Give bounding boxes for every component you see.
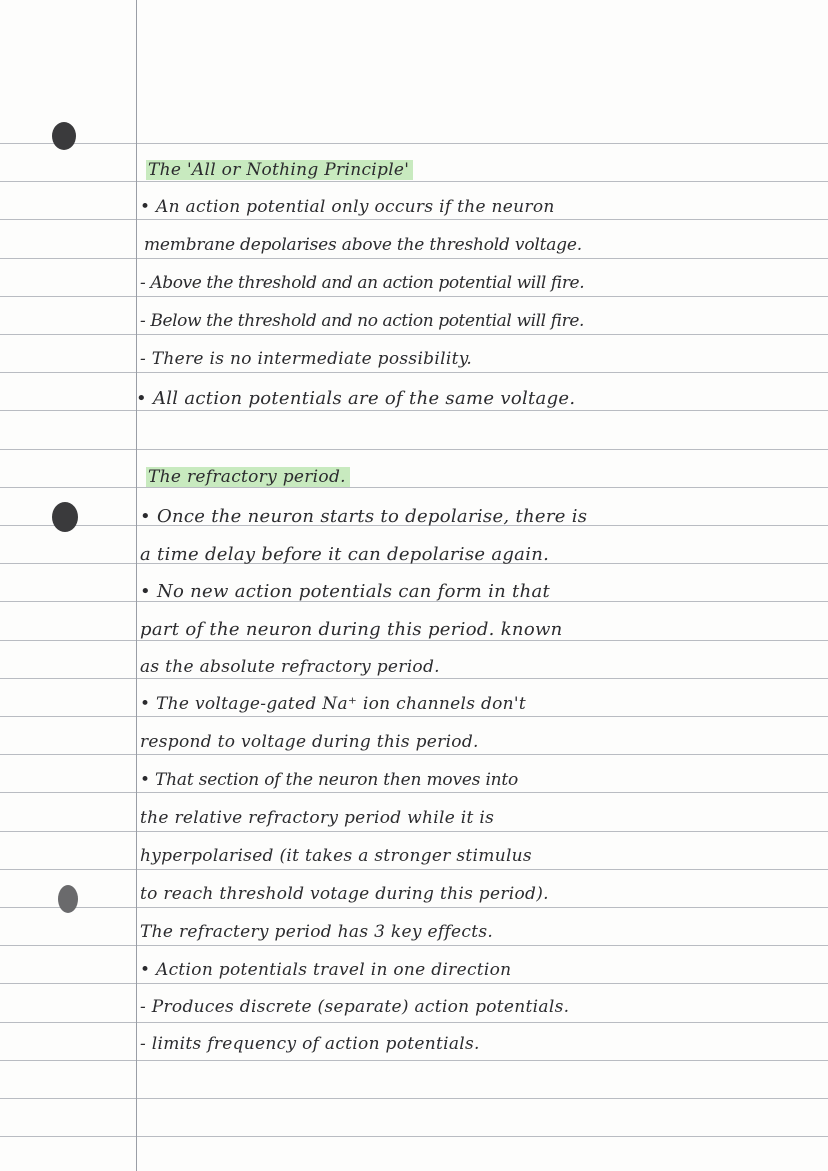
ruled-line (0, 372, 828, 373)
ruled-line (0, 219, 828, 220)
ruled-line (0, 1022, 828, 1023)
note-line: • That section of the neuron then moves into (140, 770, 519, 790)
note-line: hyperpolarised (it takes a stronger stimulus (140, 846, 532, 866)
binder-hole-bottom (58, 885, 78, 913)
ruled-line (0, 792, 828, 793)
heading-highlight: The refractory period. (146, 467, 350, 487)
ruled-line (0, 181, 828, 182)
note-line: as the absolute refractory period. (140, 657, 440, 677)
note-line: respond to voltage during this period. (140, 732, 479, 752)
ruled-line (0, 869, 828, 870)
note-line: • Once the neuron starts to depolarise, there is (140, 506, 588, 527)
ruled-line (0, 678, 828, 679)
ruled-line (0, 907, 828, 908)
note-line: • All action potentials are of the same voltage. (136, 388, 576, 409)
ruled-line (0, 983, 828, 984)
ruled-line (0, 1060, 828, 1061)
note-line: • An action potential only occurs if the neuron (140, 197, 555, 217)
margin-line (136, 0, 137, 1171)
note-line: - limits frequency of action potentials. (140, 1034, 480, 1054)
note-line: - Below the threshold and no action potential will fire. (140, 311, 585, 331)
ruled-line (0, 754, 828, 755)
note-line: • Action potentials travel in one direction (140, 960, 512, 980)
ruled-line (0, 143, 828, 144)
note-line: part of the neuron during this period. known (140, 619, 563, 640)
ruled-line (0, 296, 828, 297)
note-line: The refractery period has 3 key effects. (140, 922, 494, 942)
ruled-line (0, 410, 828, 411)
note-line: to reach threshold votage during this period). (140, 884, 549, 904)
note-line: - Produces discrete (separate) action potentials. (140, 997, 570, 1017)
ruled-line (0, 945, 828, 946)
ruled-line (0, 258, 828, 259)
note-line: • No new action potentials can form in that (140, 581, 551, 602)
binder-hole-middle (52, 502, 78, 532)
note-line: membrane depolarises above the threshold voltage. (144, 235, 582, 255)
binder-hole-top (52, 122, 76, 150)
note-line: - Above the threshold and an action potential will fire. (140, 273, 585, 293)
ruled-line (0, 716, 828, 717)
ruled-line (0, 449, 828, 450)
ruled-line (0, 640, 828, 641)
note-line: - There is no intermediate possibility. (140, 349, 473, 369)
ruled-line (0, 1136, 828, 1137)
ruled-line (0, 1098, 828, 1099)
note-line: a time delay before it can depolarise again. (140, 544, 550, 565)
section-heading-all-or-nothing (146, 160, 413, 180)
ruled-line (0, 334, 828, 335)
section-heading-refractory-period (146, 467, 350, 487)
note-line: • The voltage-gated Na⁺ ion channels don't (140, 694, 527, 714)
note-line: the relative refractory period while it is (140, 808, 495, 828)
ruled-line (0, 487, 828, 488)
ruled-line (0, 831, 828, 832)
heading-highlight: The 'All or Nothing Principle' (146, 160, 413, 180)
